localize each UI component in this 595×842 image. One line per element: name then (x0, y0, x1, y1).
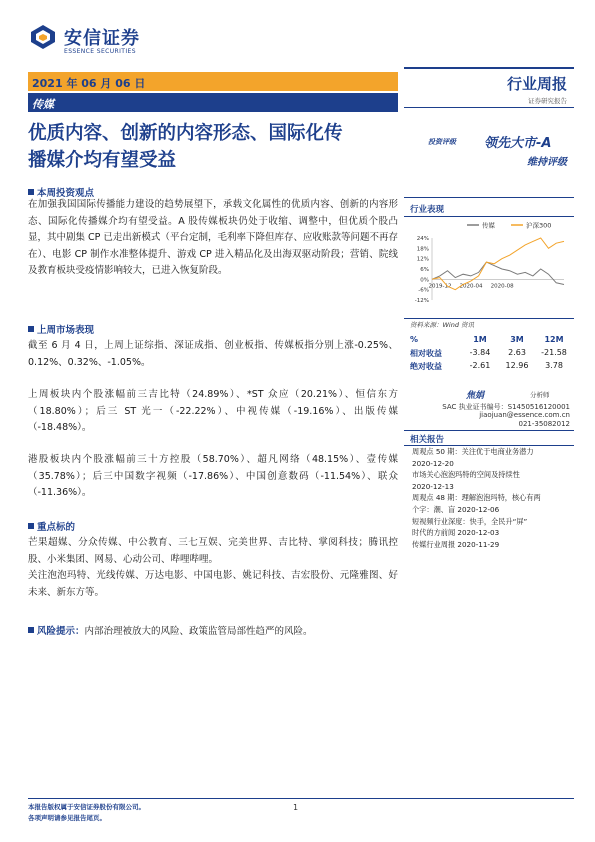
divider (404, 197, 574, 198)
table-cell: 2.63 (508, 348, 526, 357)
bullet-square-icon (28, 627, 34, 633)
table-row (410, 361, 570, 374)
y-tick-label: 6% (420, 267, 429, 273)
y-tick-label: 24% (416, 236, 429, 242)
list-item[interactable]: 传媒行业周报 2020-11-29 (412, 539, 500, 549)
bullet-square-icon (28, 189, 34, 195)
table-row (410, 348, 570, 361)
series-line-hs300 (432, 238, 564, 290)
footer-disclaimer: 各项声明请参见报告尾页。 (28, 814, 106, 822)
legend-label-hs300: 沪深300 (526, 221, 552, 230)
divider (404, 430, 574, 431)
company-logo (30, 22, 160, 62)
risk-text: 内部治理被放大的风险、政策监管局部性趋严的风险。 (84, 626, 313, 637)
footer-divider (28, 798, 574, 799)
related-reports-title: 相关报告 (410, 435, 445, 445)
analyst-phone: 021-35082012 (518, 420, 570, 428)
list-item[interactable]: 市场关心泡泡玛特的空间及持续性 (412, 470, 520, 480)
risk-heading: 风险提示： (37, 626, 85, 637)
x-axis (429, 283, 515, 289)
picks-paragraph-1: 芒果超媒、分众传媒、中公教育、三七互娱、完美世界、吉比特、掌阅科技；腾讯控股、小米集团、网易、心动公司、哔哩哔哩。 (28, 537, 398, 565)
table-cell: -21.58 (541, 348, 567, 357)
analyst-email[interactable]: jiaojuan@essence.com.cn (479, 411, 570, 419)
section-heading-outlook: 本周投资观点 (28, 185, 94, 199)
table-cell: -3.84 (469, 348, 491, 357)
picks-paragraph-2: 关注泡泡玛特、光线传媒、万达电影、中国电影、姚记科技、吉宏股份、元隆雅图、好未来、新东方等。 (28, 570, 398, 598)
invest-rating-label: 投资评级 (428, 138, 456, 146)
report-title (28, 120, 398, 174)
legend-label-media: 传媒 (482, 221, 495, 230)
chart-legend (467, 221, 551, 230)
section-heading-market: 上周市场表现 (28, 322, 94, 336)
table-row-label: 绝对收益 (410, 362, 442, 371)
list-item: 2020-12-20 (412, 458, 454, 468)
list-item[interactable]: 周观点 50 期：关注优于电商业务潜力 (412, 447, 534, 456)
market-paragraph-2: 上周板块内个股涨幅前三吉比特（24.89%）、*ST 众应（20.21%）、恒信东方（18.80%）；后三 ST 光一（-22.22%）、中视传媒（-19.16%）、出版传媒（-18.48%）。 (28, 389, 398, 433)
divider (404, 107, 574, 108)
chart-source: 资料来源：Wind 资讯 (410, 321, 475, 329)
table-header-cell: 3M (510, 335, 524, 344)
table-header-row (410, 335, 570, 348)
x-tick-label: 2020-04 (459, 283, 483, 290)
report-subtype: 证券研究报告 (528, 97, 567, 105)
y-tick-label: -6% (418, 287, 429, 294)
footer-copyright: 本报告版权属于安信证券股份有限公司。 (28, 803, 145, 811)
table-cell: 12.96 (505, 361, 529, 370)
rating-action: 维持评级 (527, 157, 567, 168)
analyst-role: 分析师 (530, 391, 550, 399)
x-tick-label: 2019-12 (428, 283, 452, 290)
chart-title: 行业表现 (410, 205, 445, 215)
related-reports-list (412, 446, 572, 550)
divider (404, 318, 574, 319)
industry-performance-chart (404, 218, 574, 316)
risk-paragraph (28, 624, 398, 641)
y-tick-label: 0% (420, 277, 429, 284)
logo-en-text: ESSENCE SECURITIES (64, 48, 136, 55)
table-header-cell: 12M (544, 335, 564, 344)
table-cell: -2.61 (469, 361, 491, 370)
performance-table (410, 335, 570, 374)
y-tick-label: 12% (416, 256, 429, 263)
title-line-1: 优质内容、创新的内容形态、国际化传 (28, 123, 343, 144)
section-heading-picks: 重点标的 (28, 519, 75, 533)
bullet-square-icon (28, 523, 34, 529)
list-item: 时代的方前闻 2020-12-03 (412, 528, 500, 538)
table-cell: 3.78 (545, 361, 563, 370)
list-item: 2020-12-13 (412, 481, 454, 491)
logo-cn-text: 安信证券 (64, 28, 140, 49)
market-paragraph-1: 截至 6 月 4 日，上周上证综指、深证成指、创业板指、传媒板指分别上涨-0.25%、0.12%、0.32%、-1.05%。 (28, 340, 398, 368)
x-tick-label: 2020-08 (490, 283, 514, 290)
page-number: 1 (293, 803, 299, 812)
y-tick-label: -12% (414, 298, 429, 304)
sector-label: 传媒 (32, 98, 54, 111)
divider (404, 216, 574, 217)
date-bar (28, 72, 398, 91)
title-line-2: 播媒介均有望受益 (28, 150, 177, 171)
list-item: 个字：潮、盲 2020-12-06 (412, 504, 500, 514)
table-header-cell: 1M (473, 335, 487, 344)
report-type: 行业周报 (506, 75, 567, 93)
series-line-media (432, 262, 564, 284)
outlook-paragraph: 在加强我国国际传播能力建设的趋势展望下，承载文化属性的优质内容、创新的内容形态、国际化传播媒介均有望受益。A 股传媒板块仍处于收缩、调整中，但优质个股凸显，其中剧集 CP 已走出新模式（平台定制，毛利率下降但库存、应收账款等问题不再存在）、电影 CP 制作水准整体提升、游戏 CP 进入精品化及出海双驱动阶段；营销、院线及教育板块受疫情影响较大，已进入恢复阶段。 (28, 199, 398, 276)
analyst-sac: SAC 执业证书编号：S1450516120001 (442, 403, 570, 411)
sector-bar (28, 93, 398, 112)
list-item[interactable]: 短视频行业深度：快手，全民升“屏” (412, 516, 528, 526)
report-date: 2021 年 06 月 06 日 (32, 77, 146, 90)
rating-value: 领先大市-A (484, 136, 552, 151)
bullet-square-icon (28, 326, 34, 332)
logo-mark-icon (30, 24, 56, 50)
analyst-name: 焦娟 (466, 391, 485, 401)
plot-area (432, 238, 564, 290)
table-row-label: 相对收益 (410, 349, 442, 358)
divider (404, 67, 574, 69)
y-tick-label: 18% (416, 246, 429, 253)
list-item[interactable]: 周观点 48 期：理解泡泡玛特，核心有两 (412, 493, 541, 503)
market-paragraph-3: 港股板块内个股涨幅前三十方控股（58.70%）、超凡网络（48.15%）、壹传媒（35.78%）；后三中国数字视频（-17.86%）、中国创意数码（-11.54%）、联众（-11.36%）。 (28, 454, 398, 498)
table-header-cell: % (410, 335, 419, 344)
